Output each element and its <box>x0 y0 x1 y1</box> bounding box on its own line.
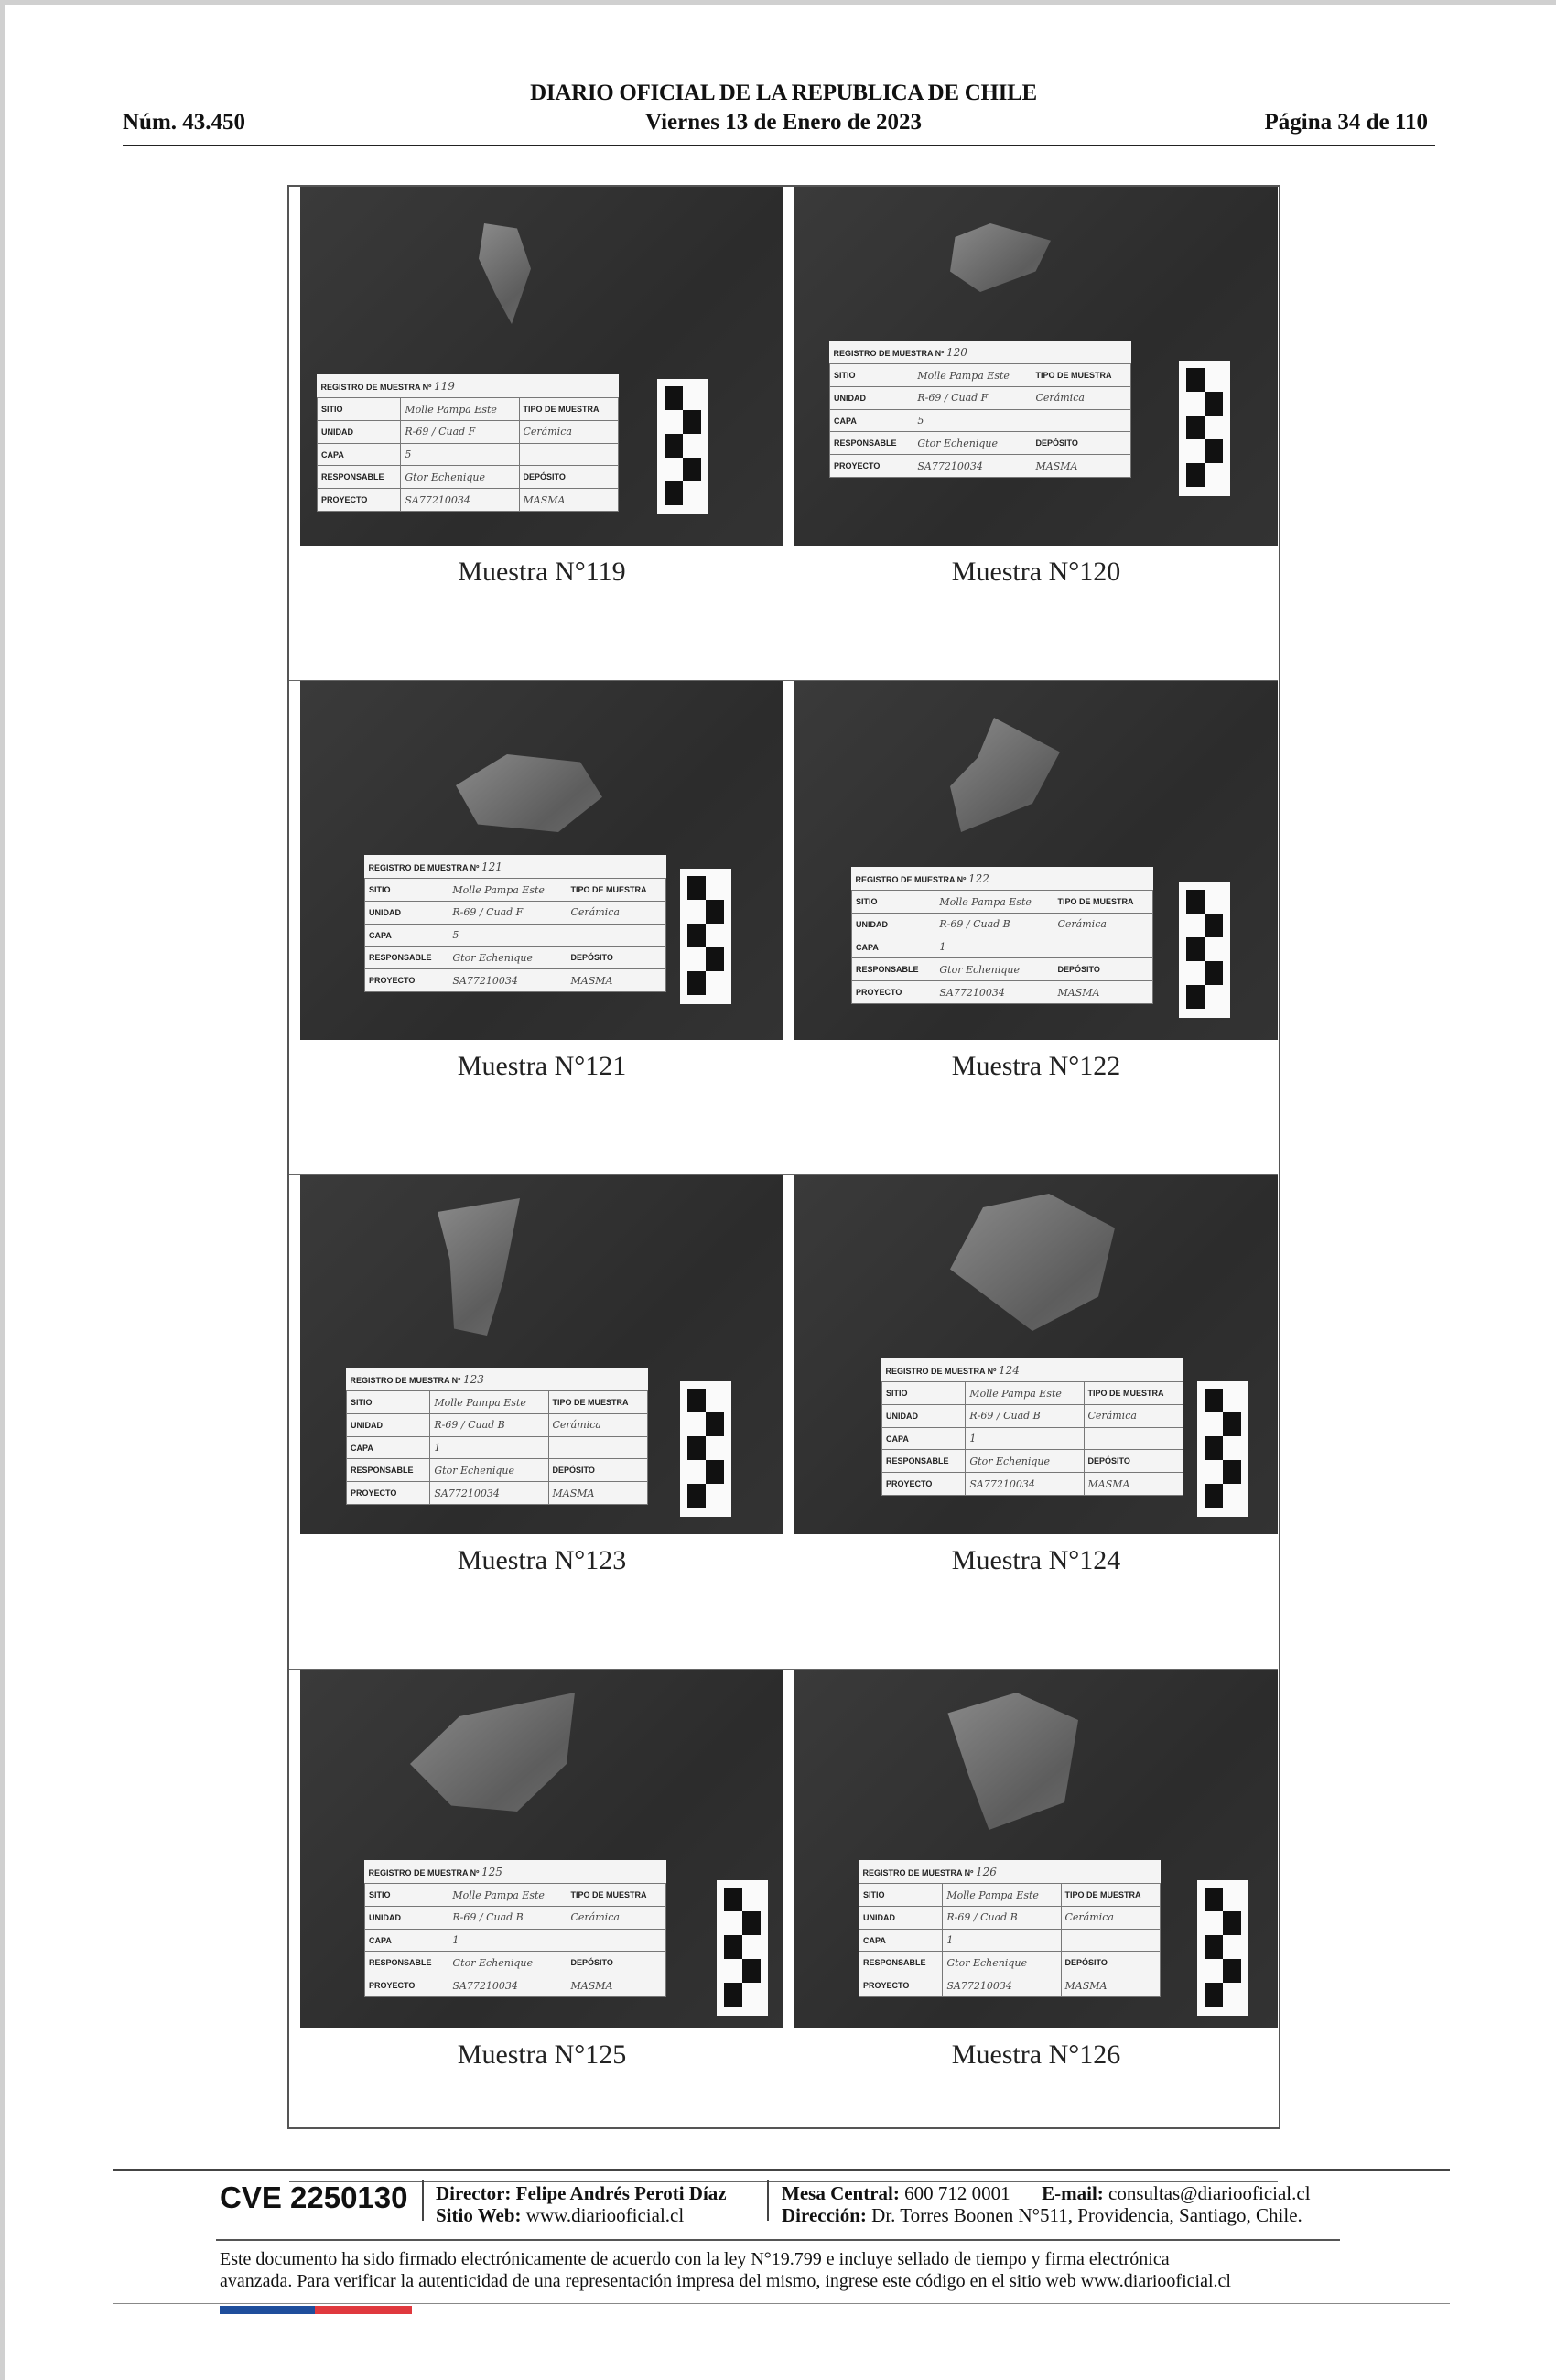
card-label: UNIDAD <box>830 386 913 409</box>
card-label: PROYECTO <box>830 455 913 478</box>
card-deposito-value: MASMA <box>519 489 619 512</box>
card-label: SITIO <box>347 1391 430 1414</box>
card-unidad-value: R-69 / Cuad B <box>943 1906 1061 1929</box>
card-capa-value: 1 <box>448 1929 567 1952</box>
scale-square <box>665 410 683 434</box>
scale-bar <box>680 1381 731 1517</box>
card-label: REGISTRO DE MUESTRA Nº <box>855 874 967 884</box>
card-label: DEPÓSITO <box>1054 958 1153 981</box>
card-label: DEPÓSITO <box>548 1459 648 1482</box>
card-label: UNIDAD <box>365 901 448 924</box>
card-tipo-value: Cerámica <box>1054 913 1153 936</box>
scale-square <box>1205 1959 1223 1983</box>
scale-square <box>1205 890 1223 914</box>
card-deposito-value: MASMA <box>548 1482 648 1505</box>
sample-photo <box>300 681 783 1040</box>
sample-caption: Muestra N°125 <box>457 2039 627 2070</box>
scale-square <box>742 1959 761 1983</box>
card-deposito-value: MASMA <box>1084 1473 1183 1496</box>
sample-record-card <box>851 867 1153 1004</box>
card-sample-number: 122 <box>967 871 989 885</box>
card-registro-row <box>882 1358 1183 1382</box>
scale-square <box>1223 1959 1241 1983</box>
sample-grid <box>287 185 1280 2129</box>
card-proyecto-value: SA77210034 <box>401 489 519 512</box>
card-sample-number: 120 <box>945 345 967 359</box>
scale-square <box>1205 1389 1223 1412</box>
scale-square <box>1205 463 1223 487</box>
card-unidad-value: R-69 / Cuad F <box>913 386 1032 409</box>
card-tipo-value: Cerámica <box>548 1413 648 1436</box>
scale-bar <box>1179 361 1230 496</box>
header-divider <box>123 145 1435 146</box>
phone-number: 600 712 0001 <box>904 2182 1010 2204</box>
scale-square <box>724 1935 742 1959</box>
sample-cell <box>783 187 1278 681</box>
scale-square <box>1205 368 1223 392</box>
sample-photo <box>794 681 1278 1040</box>
scale-square <box>742 1935 761 1959</box>
sample-caption: Muestra N°124 <box>951 1545 1121 1575</box>
scale-square <box>687 947 706 971</box>
card-label: TIPO DE MUESTRA <box>1084 1382 1183 1405</box>
scale-square <box>1223 1436 1241 1460</box>
card-label: PROYECTO <box>318 489 401 512</box>
card-label: TIPO DE MUESTRA <box>567 879 666 902</box>
card-deposito-value: MASMA <box>567 969 666 992</box>
card-proyecto-value: SA77210034 <box>913 455 1032 478</box>
card-registro-row <box>830 341 1131 364</box>
card-sample-number: 124 <box>998 1363 1020 1377</box>
scale-square <box>724 1983 742 2007</box>
card-label: REGISTRO DE MUESTRA Nº <box>368 862 480 872</box>
sample-caption: Muestra N°122 <box>951 1051 1121 1081</box>
card-label: PROYECTO <box>365 969 448 992</box>
scale-square <box>706 924 724 947</box>
card-sitio-value: Molle Pampa Este <box>448 879 567 902</box>
sample-record-card <box>317 374 619 512</box>
scale-square <box>1205 1436 1223 1460</box>
scale-bar <box>717 1880 768 2016</box>
scale-square <box>665 434 683 458</box>
card-label: UNIDAD <box>852 913 935 936</box>
scale-square <box>1186 392 1205 416</box>
flag-bar-blue <box>220 2306 315 2314</box>
scale-square <box>1205 937 1223 961</box>
ceramic-fragment <box>950 223 1051 292</box>
sample-photo <box>794 1175 1278 1534</box>
website-label: Sitio Web: <box>436 2204 522 2226</box>
card-label: RESPONSABLE <box>318 466 401 489</box>
scale-square <box>687 971 706 995</box>
card-label: UNIDAD <box>859 1906 943 1929</box>
card-label: REGISTRO DE MUESTRA Nº <box>862 1867 974 1877</box>
scale-square <box>1205 1935 1223 1959</box>
card-registro-row <box>365 855 666 879</box>
card-registro-row <box>859 1860 1161 1884</box>
ceramic-fragment <box>410 1693 575 1812</box>
card-proyecto-value: SA77210034 <box>448 1974 567 1997</box>
card-label: DEPÓSITO <box>519 466 619 489</box>
sample-cell <box>289 1175 783 1670</box>
scale-square <box>1223 1983 1241 2007</box>
scale-square <box>1186 368 1205 392</box>
website-line <box>436 2204 684 2227</box>
footer-separator-2 <box>767 2180 769 2221</box>
legal-notice-line-1: Este documento ha sido firmado electrónicamente de acuerdo con la ley N°19.799 e incluye sellado de tiempo y firma electrónica <box>220 2249 1170 2269</box>
ceramic-fragment <box>479 223 534 324</box>
sample-caption: Muestra N°121 <box>457 1051 627 1081</box>
scale-bar <box>1197 1880 1248 2016</box>
ceramic-fragment <box>456 754 602 832</box>
scale-square <box>687 1460 706 1484</box>
scale-square <box>1223 1935 1241 1959</box>
card-unidad-value: R-69 / Cuad B <box>430 1413 548 1436</box>
card-label: RESPONSABLE <box>365 1952 448 1974</box>
card-label: REGISTRO DE MUESTRA Nº <box>368 1867 480 1877</box>
ceramic-fragment <box>950 718 1060 832</box>
sample-photo <box>300 1175 783 1534</box>
card-sitio-value: Molle Pampa Este <box>448 1884 567 1907</box>
card-capa-value: 1 <box>935 936 1054 958</box>
card-label: PROYECTO <box>859 1974 943 1997</box>
legal-notice-line-2: avanzada. Para verificar la autenticidad de una representación impresa del mismo, ingrese este código en el sitio web www.diariooficial.cl <box>220 2271 1231 2291</box>
card-label: REGISTRO DE MUESTRA Nº <box>833 348 945 358</box>
card-tipo-value: Cerámica <box>1061 1906 1161 1929</box>
address-label: Dirección: <box>782 2204 867 2226</box>
card-capa-value: 5 <box>448 924 567 947</box>
card-tipo-value: Cerámica <box>567 1906 666 1929</box>
sample-photo <box>794 187 1278 546</box>
issue-date: Viernes 13 de Enero de 2023 <box>644 110 923 135</box>
card-tipo-value: Cerámica <box>1032 386 1131 409</box>
scale-square <box>1205 1460 1223 1484</box>
card-label: UNIDAD <box>347 1413 430 1436</box>
sample-caption: Muestra N°120 <box>951 557 1121 587</box>
card-label: UNIDAD <box>318 420 401 443</box>
card-sitio-value: Molle Pampa Este <box>966 1382 1084 1405</box>
card-proyecto-value: SA77210034 <box>935 981 1054 1004</box>
scale-square <box>1223 1484 1241 1508</box>
card-capa-value: 1 <box>966 1427 1084 1450</box>
card-deposito-value: MASMA <box>1032 455 1131 478</box>
document-page <box>5 5 1556 2380</box>
page-indicator: Página 34 de 110 <box>1264 110 1428 135</box>
card-tipo-value: Cerámica <box>519 420 619 443</box>
card-proyecto-value: SA77210034 <box>943 1974 1061 1997</box>
card-label: CAPA <box>882 1427 966 1450</box>
card-label: TIPO DE MUESTRA <box>567 1884 666 1907</box>
scale-square <box>687 900 706 924</box>
scale-square <box>687 1436 706 1460</box>
scale-square <box>1223 1412 1241 1436</box>
address-text: Dr. Torres Boonen N°511, Providencia, Santiago, Chile. <box>871 2204 1302 2226</box>
scale-square <box>1205 1484 1223 1508</box>
card-capa-value: 5 <box>401 443 519 466</box>
card-responsable-value: Gtor Echenique <box>966 1450 1084 1473</box>
scale-square <box>687 1484 706 1508</box>
scale-square <box>724 1911 742 1935</box>
card-registro-row <box>365 1860 666 1884</box>
scale-square <box>724 1888 742 1911</box>
scale-square <box>665 386 683 410</box>
scale-square <box>706 876 724 900</box>
director-line <box>436 2182 727 2205</box>
scale-bar <box>1179 882 1230 1018</box>
scale-square <box>687 924 706 947</box>
scale-square <box>683 481 701 505</box>
card-responsable-value: Gtor Echenique <box>401 466 519 489</box>
sample-photo <box>300 187 783 546</box>
card-deposito-value: MASMA <box>567 1974 666 1997</box>
scale-square <box>724 1959 742 1983</box>
footer-divider <box>113 2169 1450 2171</box>
card-label: DEPÓSITO <box>567 947 666 969</box>
scale-square <box>683 386 701 410</box>
card-label: TIPO DE MUESTRA <box>1061 1884 1161 1907</box>
card-unidad-value: R-69 / Cuad B <box>448 1906 567 1929</box>
card-label: SITIO <box>859 1884 943 1907</box>
sample-cell <box>783 1175 1278 1670</box>
card-capa-value: 1 <box>430 1436 548 1459</box>
card-label: SITIO <box>365 879 448 902</box>
scale-square <box>1223 1389 1241 1412</box>
card-label: PROYECTO <box>365 1974 448 1997</box>
legal-divider <box>216 2239 1340 2241</box>
card-unidad-value: R-69 / Cuad F <box>448 901 567 924</box>
director-label: Director: <box>436 2182 512 2204</box>
card-sitio-value: Molle Pampa Este <box>935 891 1054 914</box>
sample-cell <box>783 1670 1278 2182</box>
scale-square <box>687 876 706 900</box>
card-label: RESPONSABLE <box>830 432 913 455</box>
card-sample-number: 121 <box>481 860 502 873</box>
ceramic-fragment <box>438 1198 520 1336</box>
scale-square <box>1186 914 1205 937</box>
card-label: TIPO DE MUESTRA <box>519 398 619 421</box>
card-registro-row <box>852 867 1153 891</box>
card-label: CAPA <box>365 1929 448 1952</box>
scale-square <box>1205 1911 1223 1935</box>
card-sample-number: 123 <box>462 1372 484 1386</box>
card-label: UNIDAD <box>882 1404 966 1427</box>
scale-square <box>1186 463 1205 487</box>
card-label: SITIO <box>318 398 401 421</box>
card-responsable-value: Gtor Echenique <box>448 947 567 969</box>
scale-square <box>742 1911 761 1935</box>
sample-record-card <box>346 1368 648 1505</box>
scale-square <box>706 947 724 971</box>
card-label: PROYECTO <box>347 1482 430 1505</box>
card-responsable-value: Gtor Echenique <box>935 958 1054 981</box>
scale-square <box>687 1389 706 1412</box>
scale-square <box>683 410 701 434</box>
email-link[interactable]: consultas@diariooficial.cl <box>1108 2182 1311 2204</box>
scale-square <box>1205 1412 1223 1436</box>
ceramic-fragment <box>941 1693 1078 1830</box>
website-link[interactable]: www.diariooficial.cl <box>525 2204 685 2226</box>
card-deposito-value: MASMA <box>1061 1974 1161 1997</box>
scale-square <box>1205 416 1223 439</box>
sample-cell <box>783 681 1278 1175</box>
sample-caption: Muestra N°119 <box>458 557 626 587</box>
sample-record-card <box>859 1860 1161 1997</box>
sample-record-card <box>829 341 1131 478</box>
scale-square <box>683 458 701 481</box>
scale-square <box>706 971 724 995</box>
card-responsable-value: Gtor Echenique <box>943 1952 1061 1974</box>
card-label: CAPA <box>830 409 913 432</box>
scale-square <box>1205 985 1223 1009</box>
card-label: RESPONSABLE <box>882 1450 966 1473</box>
scale-square <box>1223 1460 1241 1484</box>
scale-square <box>742 1888 761 1911</box>
scale-square <box>706 1460 724 1484</box>
card-label: RESPONSABLE <box>852 958 935 981</box>
sample-record-card <box>364 855 666 992</box>
scale-square <box>1186 985 1205 1009</box>
card-tipo-value: Cerámica <box>1084 1404 1183 1427</box>
card-label: REGISTRO DE MUESTRA Nº <box>350 1375 461 1385</box>
card-proyecto-value: SA77210034 <box>966 1473 1084 1496</box>
scale-square <box>1186 439 1205 463</box>
issue-number: Núm. 43.450 <box>123 110 246 135</box>
sample-record-card <box>881 1358 1183 1496</box>
scale-square <box>706 1389 724 1412</box>
legal-notice <box>220 2248 1355 2292</box>
card-label: UNIDAD <box>365 1906 448 1929</box>
sample-record-card <box>364 1860 666 1997</box>
scale-square <box>1223 1888 1241 1911</box>
card-label: DEPÓSITO <box>1032 432 1131 455</box>
scale-square <box>1186 890 1205 914</box>
scale-square <box>1223 1911 1241 1935</box>
publication-title: DIARIO OFICIAL DE LA REPUBLICA DE CHILE <box>530 81 1037 105</box>
scale-square <box>1205 961 1223 985</box>
ceramic-fragment <box>950 1194 1115 1331</box>
sample-photo <box>300 1670 783 2028</box>
card-label: DEPÓSITO <box>567 1952 666 1974</box>
card-proyecto-value: SA77210034 <box>430 1482 548 1505</box>
card-unidad-value: R-69 / Cuad F <box>401 420 519 443</box>
sample-cell <box>289 187 783 681</box>
scale-square <box>706 900 724 924</box>
scale-square <box>706 1412 724 1436</box>
card-label: SITIO <box>830 364 913 387</box>
card-label: SITIO <box>882 1382 966 1405</box>
sample-photo <box>794 1670 1278 2028</box>
scale-square <box>1186 961 1205 985</box>
scale-square <box>706 1436 724 1460</box>
scale-square <box>687 1412 706 1436</box>
card-unidad-value: R-69 / Cuad B <box>966 1404 1084 1427</box>
scale-bar <box>680 869 731 1004</box>
bottom-divider <box>113 2303 1450 2304</box>
card-label: RESPONSABLE <box>347 1459 430 1482</box>
scale-square <box>1186 937 1205 961</box>
card-unidad-value: R-69 / Cuad B <box>935 913 1054 936</box>
card-capa-value: 1 <box>943 1929 1061 1952</box>
scale-bar <box>1197 1381 1248 1517</box>
scale-bar <box>657 379 708 514</box>
card-label: CAPA <box>365 924 448 947</box>
card-deposito-value: MASMA <box>1054 981 1153 1004</box>
sample-cell <box>289 681 783 1175</box>
card-label: SITIO <box>365 1884 448 1907</box>
card-label: TIPO DE MUESTRA <box>1054 891 1153 914</box>
address-line <box>782 2204 1302 2227</box>
card-label: CAPA <box>859 1929 943 1952</box>
card-label: TIPO DE MUESTRA <box>1032 364 1131 387</box>
card-sitio-value: Molle Pampa Este <box>430 1391 548 1414</box>
contact-line <box>782 2182 1311 2205</box>
footer-separator <box>422 2180 424 2221</box>
email-label: E-mail: <box>1042 2182 1104 2204</box>
scale-square <box>1205 392 1223 416</box>
card-sitio-value: Molle Pampa Este <box>401 398 519 421</box>
card-responsable-value: Gtor Echenique <box>448 1952 567 1974</box>
card-responsable-value: Gtor Echenique <box>913 432 1032 455</box>
scale-square <box>1186 416 1205 439</box>
card-proyecto-value: SA77210034 <box>448 969 567 992</box>
card-sample-number: 125 <box>481 1865 502 1878</box>
director-name: Felipe Andrés Peroti Díaz <box>515 2182 727 2204</box>
card-registro-row <box>318 374 619 398</box>
card-label: SITIO <box>852 891 935 914</box>
card-tipo-value: Cerámica <box>567 901 666 924</box>
card-sample-number: 126 <box>975 1865 997 1878</box>
sample-cell <box>289 1670 783 2182</box>
card-label: PROYECTO <box>852 981 935 1004</box>
card-label: RESPONSABLE <box>859 1952 943 1974</box>
phone-label: Mesa Central: <box>782 2182 900 2204</box>
flag-bar-red <box>315 2306 412 2314</box>
card-label: PROYECTO <box>882 1473 966 1496</box>
scale-square <box>1205 1888 1223 1911</box>
cve-code: CVE 2250130 <box>220 2180 408 2214</box>
card-label: REGISTRO DE MUESTRA Nº <box>320 382 432 392</box>
scale-square <box>742 1983 761 2007</box>
scale-square <box>665 481 683 505</box>
scale-square <box>683 434 701 458</box>
scale-square <box>706 1484 724 1508</box>
card-registro-row <box>347 1368 648 1391</box>
card-label: RESPONSABLE <box>365 947 448 969</box>
card-label: TIPO DE MUESTRA <box>548 1391 648 1414</box>
card-sample-number: 119 <box>433 379 455 393</box>
card-label: CAPA <box>852 936 935 958</box>
sample-caption: Muestra N°126 <box>951 2039 1121 2070</box>
card-label: DEPÓSITO <box>1061 1952 1161 1974</box>
card-label: CAPA <box>318 443 401 466</box>
card-capa-value: 5 <box>913 409 1032 432</box>
scale-square <box>1205 1983 1223 2007</box>
card-responsable-value: Gtor Echenique <box>430 1459 548 1482</box>
card-label: DEPÓSITO <box>1084 1450 1183 1473</box>
card-label: CAPA <box>347 1436 430 1459</box>
scale-square <box>1205 439 1223 463</box>
scale-square <box>665 458 683 481</box>
card-label: REGISTRO DE MUESTRA Nº <box>885 1366 997 1376</box>
sample-caption: Muestra N°123 <box>457 1545 627 1575</box>
scale-square <box>1205 914 1223 937</box>
card-sitio-value: Molle Pampa Este <box>943 1884 1061 1907</box>
card-sitio-value: Molle Pampa Este <box>913 364 1032 387</box>
